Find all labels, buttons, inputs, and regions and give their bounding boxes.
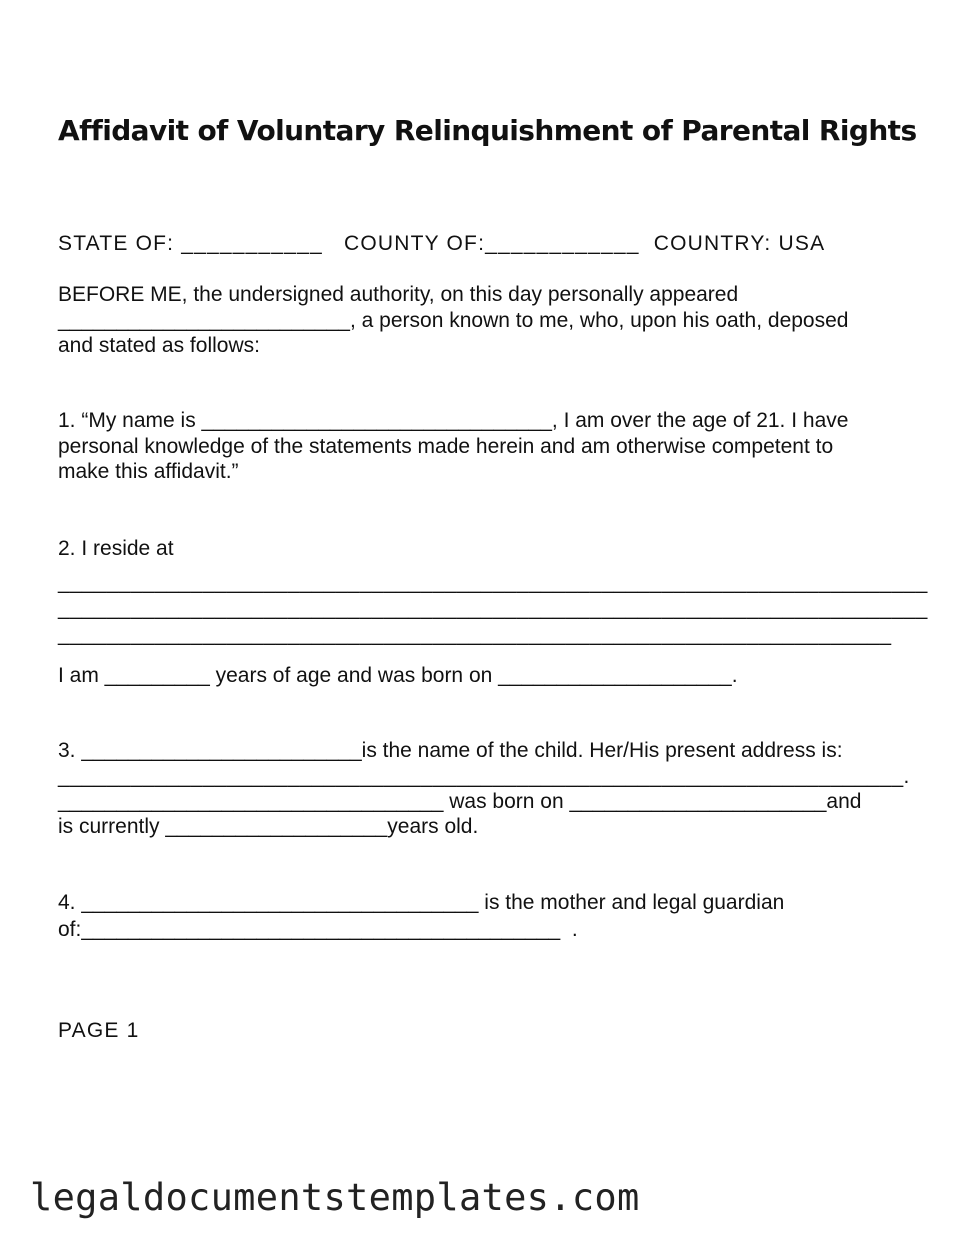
jurisdiction-line: STATE OF: ___________ COUNTY OF:____________ COUNTRY: USA [58,232,826,255]
item1-line-2: personal knowledge of the statements made herein and am otherwise competent to [58,435,834,458]
footer-brand: legaldocumentstemplates.com [30,1176,640,1219]
item4-line-1: 4. __________________________________ is the mother and legal guardian [58,891,785,914]
item3-line-1: 3. ________________________is the name of the child. Her/His present address is: [58,739,843,762]
item3-line-2: ______________________________________________________________________. [58,765,910,788]
item3-line-3: _________________________________ was born on ______________________and [58,790,862,813]
item4-line-2: of:_________________________________________ . [58,918,578,941]
address-blank-2: ________________________________________________________________________ [58,597,928,620]
intro-line-3: and stated as follows: [58,334,260,357]
document-title: Affidavit of Voluntary Relinquishment of Parental Rights [58,114,917,147]
address-blank-3: _____________________________________________________________________ [58,623,892,646]
item1-line-1: 1. “My name is ______________________________, I am over the age of 21. I have [58,409,849,432]
address-blank-1: ________________________________________________________________________ [58,571,928,594]
age-line: I am _________ years of age and was born on ____________________. [58,664,738,687]
page-number: PAGE 1 [58,1019,140,1042]
intro-line-2: _________________________, a person known to me, who, upon his oath, deposed [58,309,849,332]
intro-line-1: BEFORE ME, the undersigned authority, on this day personally appeared [58,283,739,306]
item1-line-3: make this affidavit.” [58,460,239,483]
item3-line-4: is currently ___________________years old. [58,815,479,838]
item2-line-1: 2. I reside at [58,537,174,560]
